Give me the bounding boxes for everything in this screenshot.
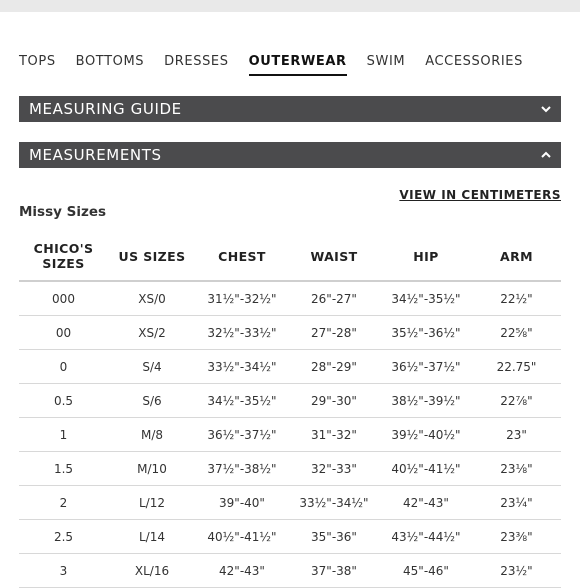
cell-hip: 34½"-35½" <box>380 281 472 316</box>
cell-chicos-size: 000 <box>19 281 108 316</box>
cell-us-size: M/8 <box>108 418 196 452</box>
cell-us-size: L/12 <box>108 486 196 520</box>
cell-us-size: XL/16 <box>108 554 196 588</box>
cell-waist: 27"-28" <box>288 316 380 350</box>
cell-chest: 37½"-38½" <box>196 452 288 486</box>
cell-us-size: L/14 <box>108 520 196 554</box>
header-hip: HIP <box>380 232 472 281</box>
cell-us-size: S/6 <box>108 384 196 418</box>
cell-waist: 32"-33" <box>288 452 380 486</box>
measuring-guide-title: MEASURING GUIDE <box>29 100 182 118</box>
cell-hip: 42"-43" <box>380 486 472 520</box>
table-row <box>19 350 561 384</box>
cell-us-size: XS/0 <box>108 281 196 316</box>
cell-chicos-size: 1 <box>19 418 108 452</box>
cell-chicos-size: 0 <box>19 350 108 384</box>
cell-chest: 32½"-33½" <box>196 316 288 350</box>
measurements-title: MEASUREMENTS <box>29 146 162 164</box>
category-tabs <box>19 54 543 74</box>
table-row <box>19 486 561 520</box>
cell-us-size: M/10 <box>108 452 196 486</box>
cell-us-size: XS/2 <box>108 316 196 350</box>
cell-chicos-size: 2.5 <box>19 520 108 554</box>
cell-hip: 45"-46" <box>380 554 472 588</box>
tab-dresses[interactable]: DRESSES <box>164 54 229 69</box>
cell-chest: 31½"-32½" <box>196 281 288 316</box>
measuring-guide-accordion[interactable] <box>19 96 561 122</box>
table-row <box>19 418 561 452</box>
cell-arm: 22½" <box>472 281 561 316</box>
header-arm: ARM <box>472 232 561 281</box>
chevron-up-icon <box>541 142 551 168</box>
cell-arm: 22⅝" <box>472 316 561 350</box>
cell-waist: 37"-38" <box>288 554 380 588</box>
cell-hip: 38½"-39½" <box>380 384 472 418</box>
cell-arm: 23¼" <box>472 486 561 520</box>
tab-swim[interactable]: SWIM <box>366 54 406 69</box>
cell-arm: 23⅜" <box>472 520 561 554</box>
tab-accessories[interactable]: ACCESSORIES <box>425 54 523 69</box>
size-chart-table <box>19 232 561 588</box>
cell-hip: 39½"-40½" <box>380 418 472 452</box>
cell-chicos-size: 2 <box>19 486 108 520</box>
tab-outerwear[interactable]: OUTERWEAR <box>249 54 347 76</box>
table-header-row <box>19 232 561 281</box>
cell-waist: 26"-27" <box>288 281 380 316</box>
cell-chest: 33½"-34½" <box>196 350 288 384</box>
cell-chest: 40½"-41½" <box>196 520 288 554</box>
table-row <box>19 281 561 316</box>
table-row <box>19 316 561 350</box>
cell-chest: 39"-40" <box>196 486 288 520</box>
header-us-sizes: US SIZES <box>108 232 196 281</box>
cell-chicos-size: 00 <box>19 316 108 350</box>
header-chicos-sizes: CHICO'S SIZES <box>19 232 108 281</box>
cell-hip: 36½"-37½" <box>380 350 472 384</box>
section-label: Missy Sizes <box>19 204 107 220</box>
cell-us-size: S/4 <box>108 350 196 384</box>
cell-hip: 40½"-41½" <box>380 452 472 486</box>
top-strip <box>0 0 580 12</box>
table-row <box>19 452 561 486</box>
table-row <box>19 384 561 418</box>
cell-waist: 29"-30" <box>288 384 380 418</box>
cell-chest: 36½"-37½" <box>196 418 288 452</box>
measurements-accordion[interactable] <box>19 142 561 168</box>
chevron-down-icon <box>541 96 551 122</box>
cell-waist: 35"-36" <box>288 520 380 554</box>
cell-chicos-size: 3 <box>19 554 108 588</box>
cell-chicos-size: 0.5 <box>19 384 108 418</box>
table-row <box>19 520 561 554</box>
header-chest: CHEST <box>196 232 288 281</box>
cell-arm: 23" <box>472 418 561 452</box>
cell-arm: 22.75" <box>472 350 561 384</box>
cell-chest: 34½"-35½" <box>196 384 288 418</box>
cell-arm: 23⅛" <box>472 452 561 486</box>
cell-hip: 35½"-36½" <box>380 316 472 350</box>
cell-arm: 22⅞" <box>472 384 561 418</box>
view-in-centimeters-link[interactable]: VIEW IN CENTIMETERS <box>399 188 561 202</box>
header-waist: WAIST <box>288 232 380 281</box>
cell-waist: 31"-32" <box>288 418 380 452</box>
cell-waist: 33½"-34½" <box>288 486 380 520</box>
cell-chicos-size: 1.5 <box>19 452 108 486</box>
tab-bottoms[interactable]: BOTTOMS <box>75 54 145 69</box>
cell-arm: 23½" <box>472 554 561 588</box>
cell-waist: 28"-29" <box>288 350 380 384</box>
tab-tops[interactable]: TOPS <box>19 54 56 69</box>
cell-chest: 42"-43" <box>196 554 288 588</box>
table-row <box>19 554 561 588</box>
cell-hip: 43½"-44½" <box>380 520 472 554</box>
